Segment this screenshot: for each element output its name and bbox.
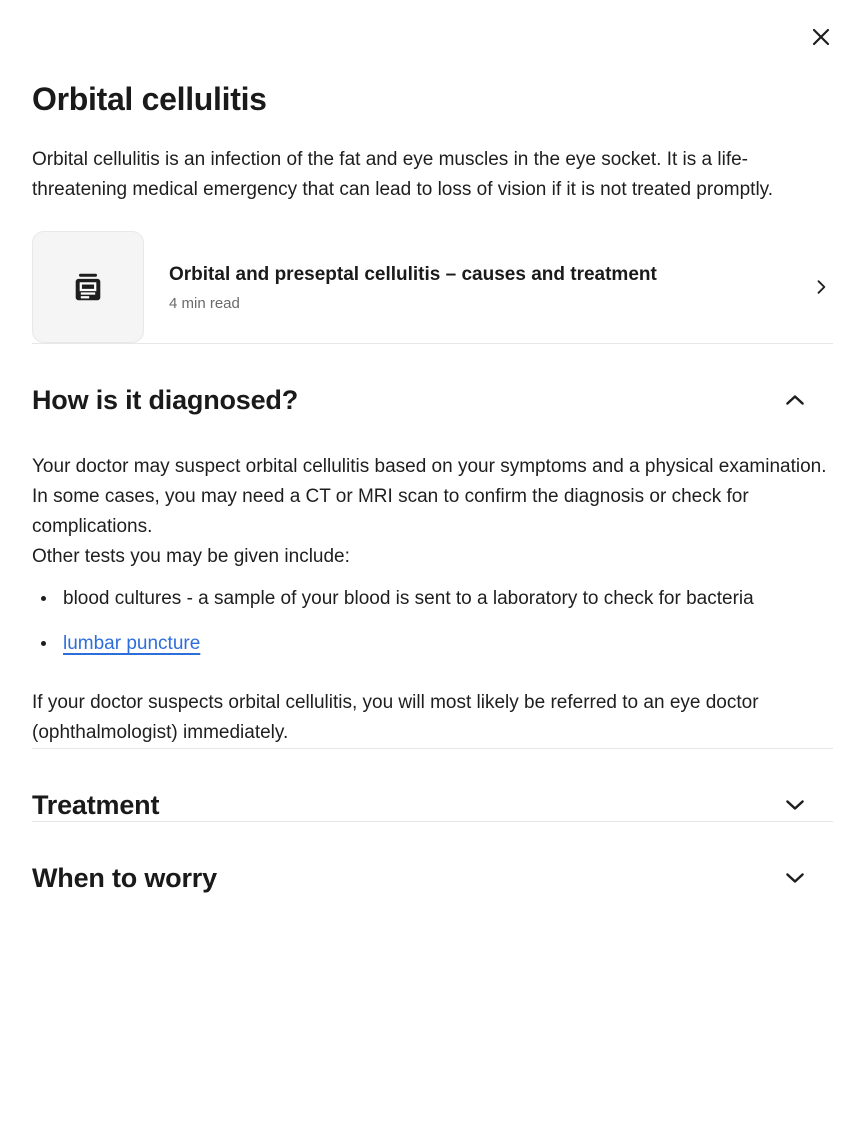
article-card[interactable] [32, 231, 833, 343]
section-title: How is it diagnosed? [32, 385, 299, 415]
list-item: • blood cultures - a sample of your blood is sent to a laboratory to check for bacteria [58, 584, 833, 614]
chevron-right-icon [811, 277, 831, 297]
section-header-treatment[interactable] [32, 789, 833, 821]
list-item [58, 629, 833, 659]
lumbar-puncture-link[interactable]: lumbar puncture [63, 633, 201, 654]
section-paragraph: Your doctor may suspect orbital cellulitis based on your symptoms and a physical examination. [32, 456, 827, 477]
section-paragraph: In some cases, you may need a CT or MRI scan to confirm the diagnosis or check for complications. [32, 486, 749, 537]
chevron-down-icon [781, 864, 809, 892]
section-header-when-to-worry[interactable] [32, 862, 833, 894]
section-title: Treatment [32, 790, 160, 820]
chevron-down-icon [781, 791, 809, 819]
article-title: Orbital and preseptal cellulitis – causes and treatment [169, 264, 657, 285]
section-header-how-is-it-diagnosed[interactable] [32, 384, 833, 416]
section-body-how-is-it-diagnosed [32, 452, 833, 748]
article-icon [70, 269, 106, 305]
page-title: Orbital cellulitis [32, 81, 267, 117]
intro-text: Orbital cellulitis is an infection of the fat and eye muscles in the eye socket. It is a life-threatening medical emergency that can lead to loss of vision if it is not treated promptly. [32, 149, 774, 200]
chevron-up-icon [781, 386, 809, 414]
tests-bullet-list [32, 584, 833, 659]
close-icon [809, 25, 833, 49]
section-paragraph: If your doctor suspects orbital cellulitis, you will most likely be referred to an eye doctor (ophthalmologist) immediately. [32, 692, 759, 743]
divider [32, 748, 833, 749]
article-read-time: 4 min read [169, 295, 240, 312]
article-thumbnail [32, 231, 144, 343]
close-button[interactable] [806, 22, 836, 52]
section-title: When to worry [32, 863, 217, 893]
divider [32, 343, 833, 344]
section-paragraph: Other tests you may be given include: [32, 546, 350, 567]
article-card-body [169, 231, 811, 343]
divider [32, 821, 833, 822]
